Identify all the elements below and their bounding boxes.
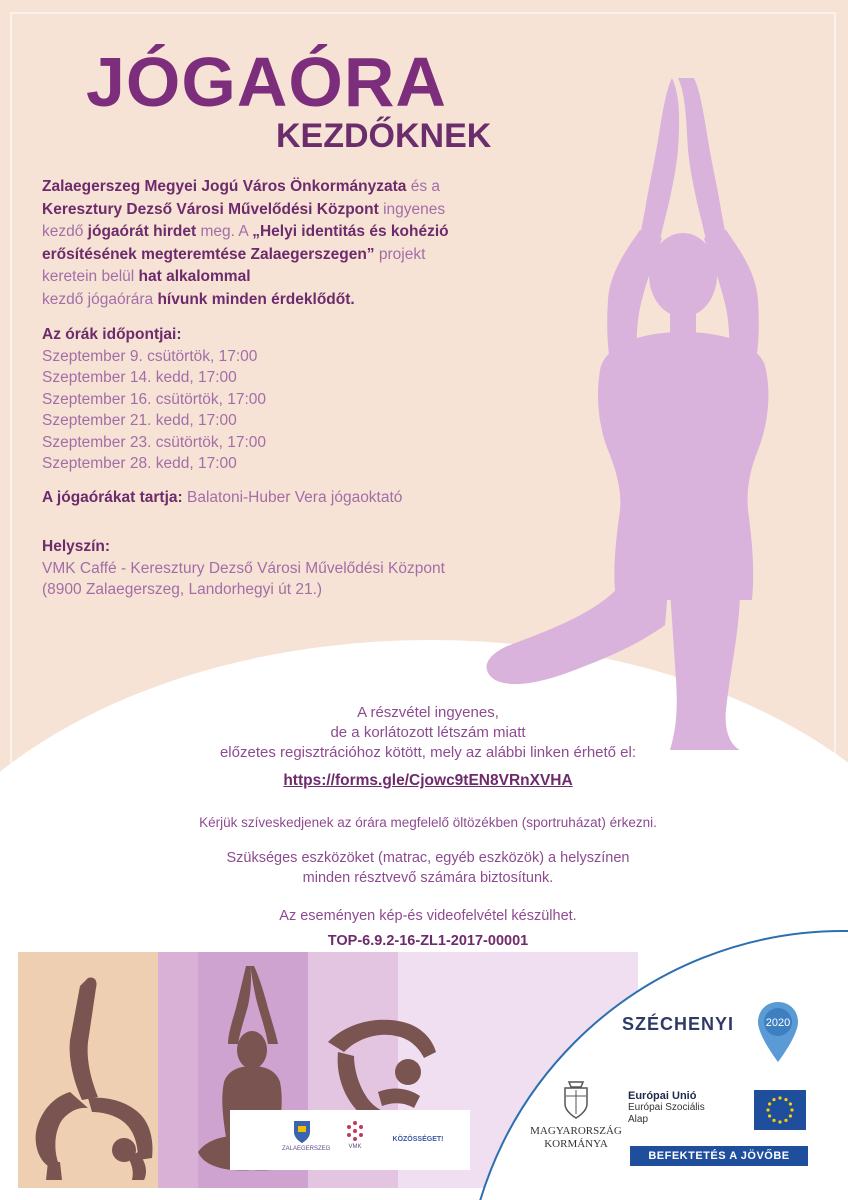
- eu-fund-line: Európai Szociális: [628, 1102, 705, 1113]
- eu-flag-icon: [754, 1090, 806, 1130]
- government-line: KORMÁNYA: [544, 1138, 608, 1150]
- registration-line: előzetes regisztrációhoz kötött, mely az alábbi linken érhető el:: [219, 744, 637, 761]
- teacher-label: A jógaórákat tartja:: [42, 489, 183, 506]
- eu-title: Európai Unió: [628, 1090, 697, 1102]
- schedule-item: Szeptember 16. csütörtök, 17:00: [42, 390, 267, 408]
- page-title: JÓGAÓRA: [86, 43, 447, 121]
- intro-text: meg. A: [196, 223, 253, 240]
- schedule-item: Szeptember 9. csütörtök, 17:00: [42, 347, 258, 365]
- equipment-line: Szükséges eszközöket (matrac, egyéb eszközök) a helyszínen: [226, 850, 630, 866]
- city-crest-icon: [293, 1120, 311, 1144]
- intro-course: jógaórát hirdet: [87, 223, 197, 240]
- equipment-line: minden résztvevő számára biztosítunk.: [302, 870, 554, 886]
- szechenyi-year: 2020: [765, 1017, 791, 1029]
- intro-text: és a: [406, 178, 440, 195]
- government-logo: [520, 1078, 632, 1151]
- vmk-dots-icon: [345, 1120, 365, 1142]
- schedule-heading: Az órák időpontjai:: [42, 326, 182, 343]
- partner-logos: [230, 1110, 470, 1170]
- page-subtitle: KEZDŐKNEK: [276, 117, 492, 155]
- location-address: (8900 Zalaegerszeg, Landorhegyi út 21.): [42, 581, 323, 598]
- community-logo: KÖZÖSSÉGET!: [392, 1136, 444, 1143]
- szechenyi-2020-pin-icon: [756, 1000, 800, 1064]
- registration-link[interactable]: https://forms.gle/Cjowc9tEN8VRnXVHA: [283, 772, 573, 789]
- city-logo-label: ZALAEGERSZEG: [282, 1146, 331, 1152]
- schedule-item: Szeptember 23. csütörtök, 17:00: [42, 433, 267, 451]
- intro-text: projekt keretein belül: [42, 245, 426, 285]
- clothing-note: Kérjük szíveskedjenek az órára megfelelő öltözékben (sportruházat) érkezni.: [199, 815, 657, 830]
- session-count: hat alkalommal: [138, 268, 251, 285]
- organizer-municipality: Zalaegerszeg Megyei Jogú Város Önkormányzata: [42, 178, 407, 195]
- yoga-tree-pose-figure: [440, 70, 820, 750]
- teacher-line: [42, 487, 402, 509]
- equipment-note: [120, 848, 736, 888]
- registration-block: [120, 703, 736, 791]
- location-heading: Helyszín:: [42, 538, 111, 555]
- recording-note: Az eseményen kép-és videofelvétel készülhet.: [279, 908, 577, 924]
- eu-fund-line: Alap: [628, 1114, 649, 1125]
- szechenyi-label: SZÉCHENYI: [622, 1014, 735, 1034]
- hungarian-coat-of-arms-icon: [561, 1078, 591, 1120]
- invitation: hívunk minden érdeklődőt.: [157, 290, 355, 308]
- registration-line: de a korlátozott létszám miatt: [330, 724, 526, 741]
- schedule-item: Szeptember 14. kedd, 17:00: [42, 369, 237, 386]
- schedule-section: [42, 324, 266, 475]
- schedule-item: Szeptember 28. kedd, 17:00: [42, 455, 237, 472]
- teacher-name: Balatoni-Huber Vera jógaoktató: [182, 489, 403, 506]
- location-section: [42, 536, 445, 601]
- government-line: MAGYARORSZÁG: [530, 1125, 622, 1137]
- vmk-logo-label: VMK: [348, 1144, 362, 1150]
- schedule-item: Szeptember 21. kedd, 17:00: [42, 412, 237, 429]
- intro-text: kezdő jógaórára: [42, 290, 158, 308]
- registration-line: A részvétel ingyenes,: [357, 704, 499, 721]
- intro-text: ingyenes kezdő: [42, 200, 446, 240]
- intro-paragraph: [42, 176, 462, 311]
- vmk-logo: [340, 1120, 370, 1160]
- organizer-culture-center: Keresztury Dezső Városi Művelődési Központ: [42, 200, 379, 218]
- invest-in-future-banner: BEFEKTETÉS A JÖVŐBE: [630, 1146, 808, 1166]
- location-venue: VMK Caffé - Keresztury Dezső Városi Művelődési Központ: [42, 559, 445, 577]
- project-code: TOP-6.9.2-16-ZL1-2017-00001: [327, 933, 529, 949]
- project-name: „Helyi identitás és kohézió erősítésének megteremtése Zalaegerszegen”: [42, 223, 449, 263]
- city-crest-logo: [282, 1120, 331, 1160]
- backbend-pose-figure: [28, 972, 168, 1182]
